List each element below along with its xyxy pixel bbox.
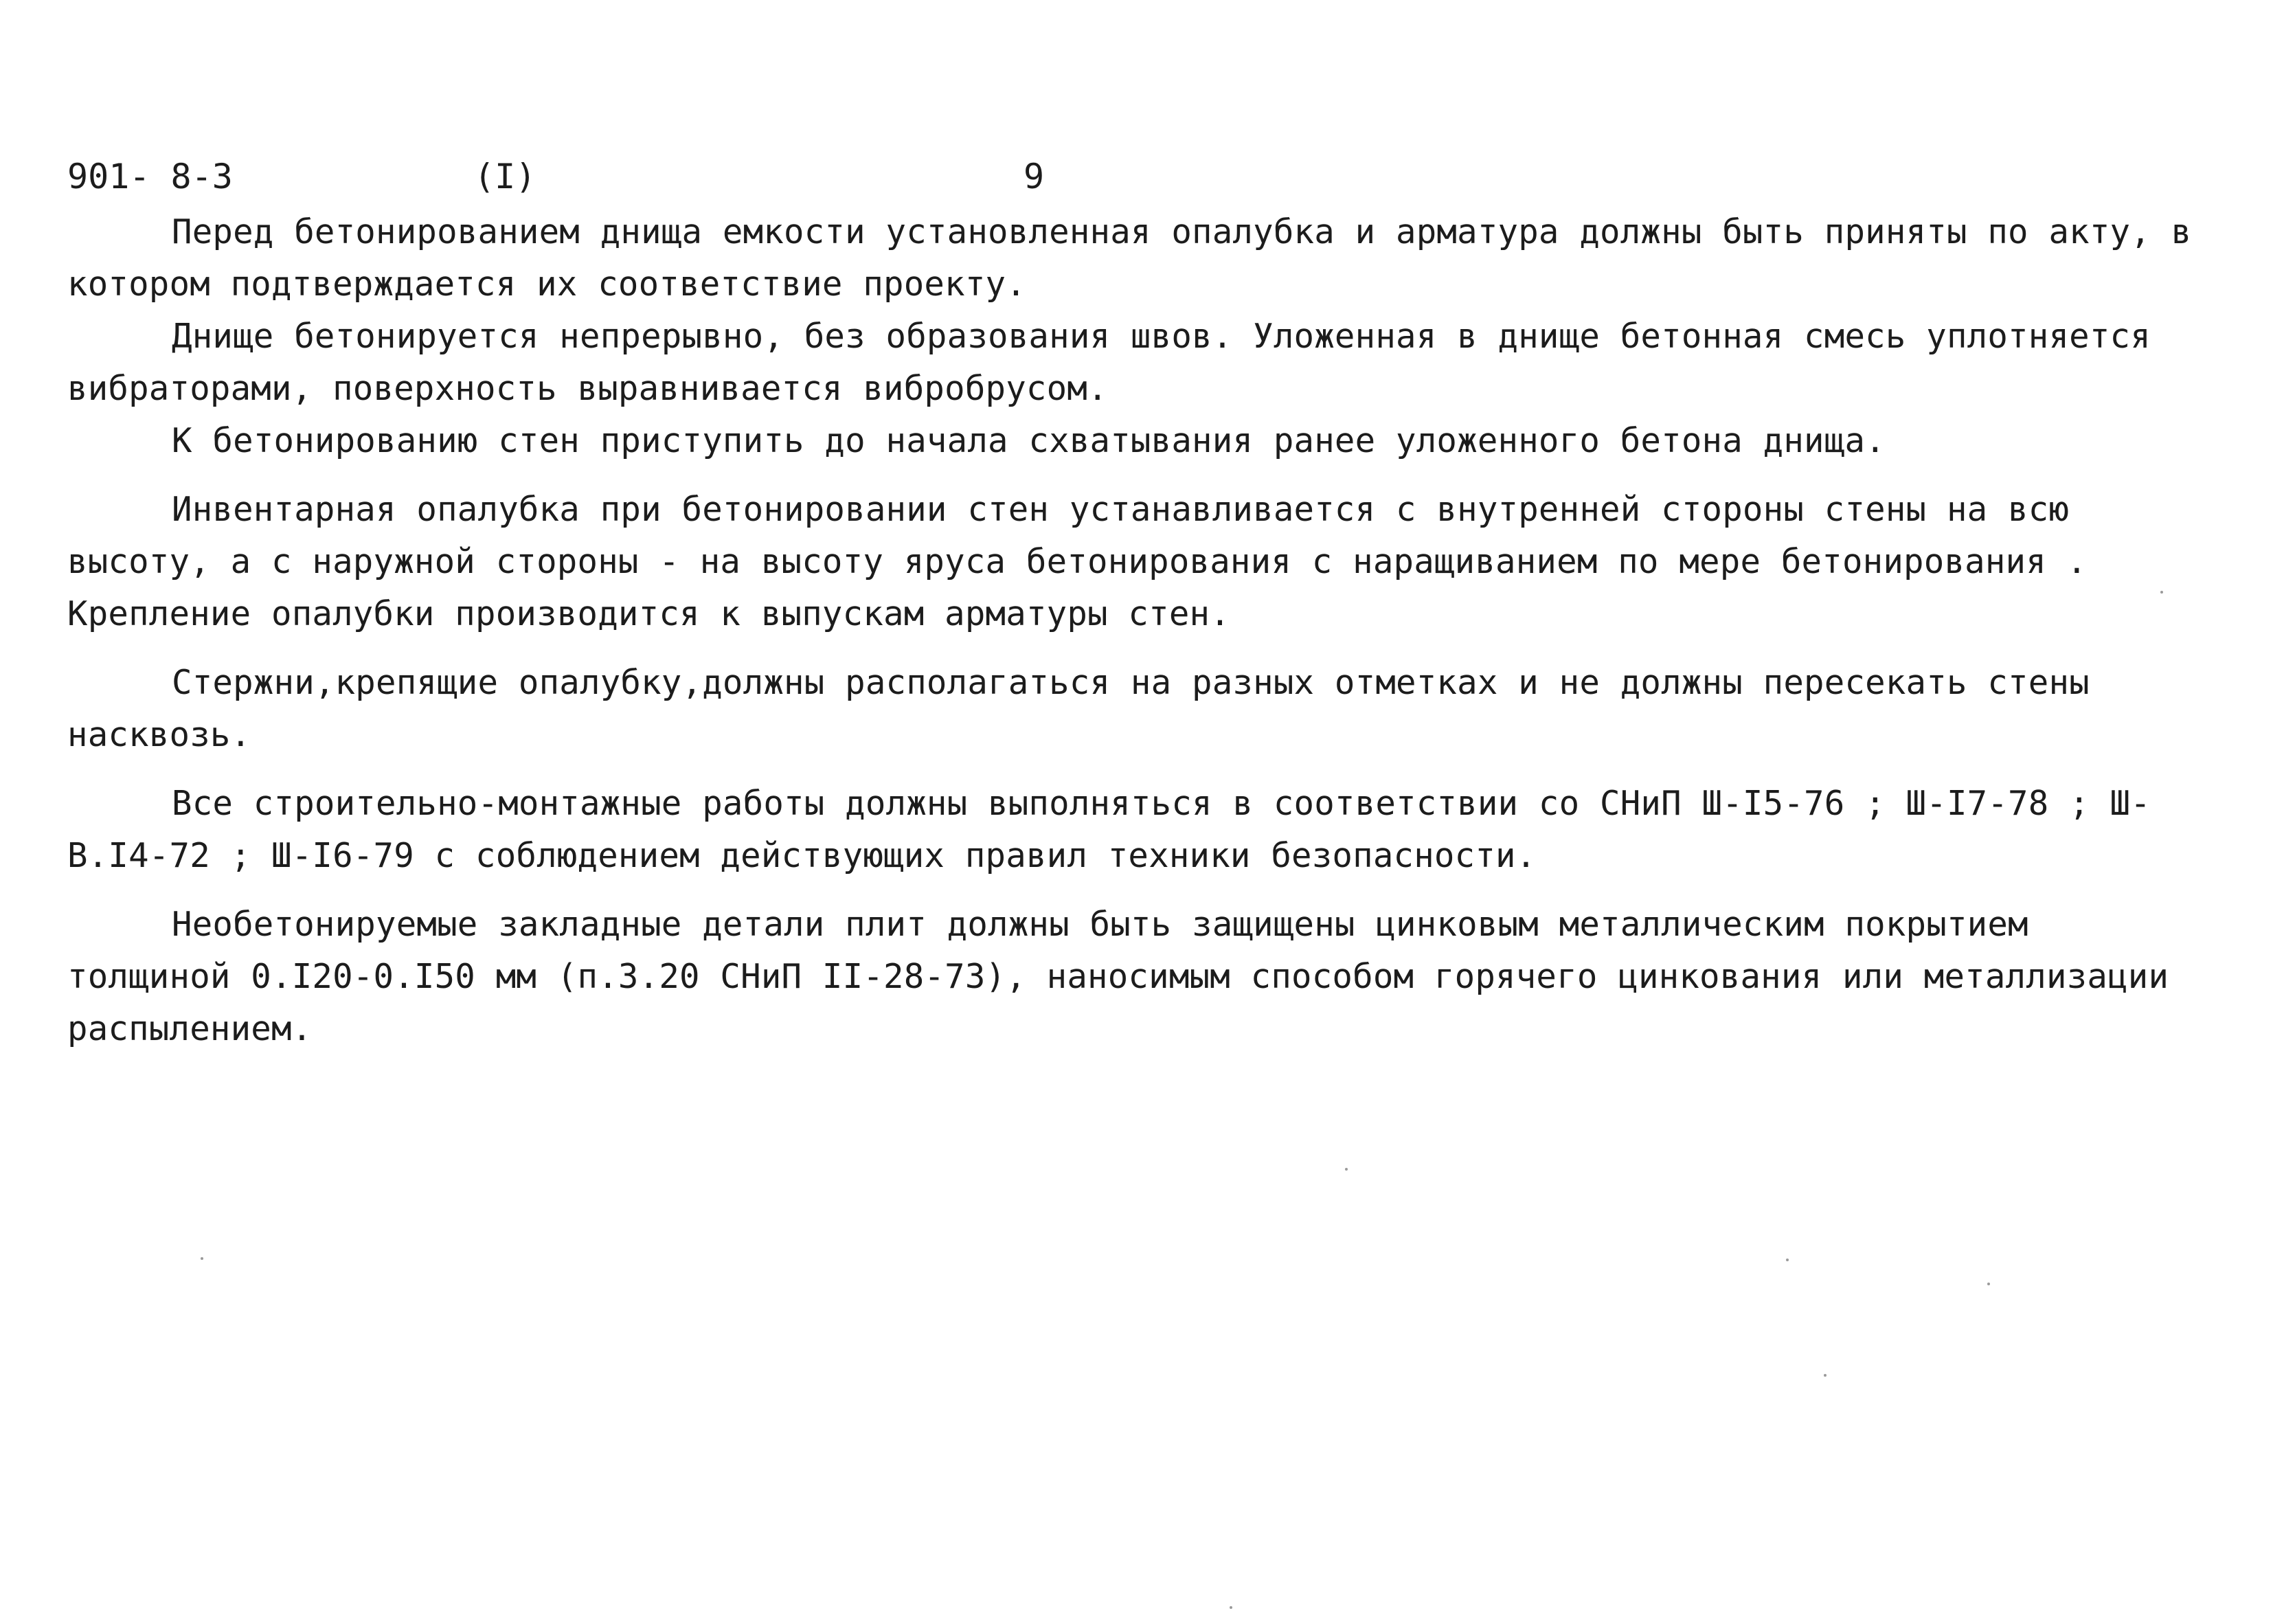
scan-speck	[1824, 1374, 1827, 1377]
scan-speck	[1987, 1283, 1990, 1285]
scan-speck	[2160, 591, 2163, 594]
paragraph-construction-norms: Все строительно-монтажные работы должны выполняться в соответствии со СНиП Ш-I5-76 ; Ш-I7-78 ; Ш-В.I4-72 ; Ш-I6-79 с соблюдением действующих правил техники безопасности.	[67, 784, 2151, 875]
part-number: (I)	[474, 157, 536, 196]
scan-speck	[1786, 1259, 1789, 1261]
scan-speck	[201, 1257, 203, 1260]
scan-speck	[1230, 1606, 1232, 1609]
document-body	[67, 206, 2204, 1055]
document-code: 901- 8-3	[67, 157, 233, 196]
paragraph-formwork-acceptance: Перед бетонированием днища емкости установленная опалубка и арматура должны быть приняты по акту, в котором подтверждается их соответствие проекту.	[67, 212, 2192, 304]
scan-speck	[1345, 1168, 1348, 1171]
paragraph-formwork-rods: Стержни,крепящие опалубку,должны располагаться на разных отметках и не должны пересекать стены насквозь.	[67, 663, 2090, 754]
page-header	[67, 153, 2273, 201]
paragraph-inventory-formwork: Инвентарная опалубка при бетонировании стен устанавливается с внутренней стороны стены на всю высоту, а с наружной стороны - на высоту яруса бетонирования с наращиванием по мере бетонирования . Крепление опалубки производится к выпускам арматуры стен.	[67, 490, 2088, 633]
paragraph-bottom-concreting: Днище бетонируется непрерывно, без образования швов. Уложенная в днище бетонная смесь уплотняется вибраторами, поверхность выравнивается вибробрусом.	[67, 317, 2151, 408]
paragraph-wall-concreting-start: К бетонированию стен приступить до начала схватывания ранее уложенного бетона днища.	[172, 421, 1886, 460]
paragraph-zinc-coating: Необетонируемые закладные детали плит должны быть защищены цинковым металлическим покрытием толщиной 0.I20-0.I50 мм (п.3.20 СНиП II-28-73), наносимым способом горячего цинкования или металлизации распылением.	[67, 905, 2169, 1048]
page-number: 9	[1024, 157, 1045, 196]
